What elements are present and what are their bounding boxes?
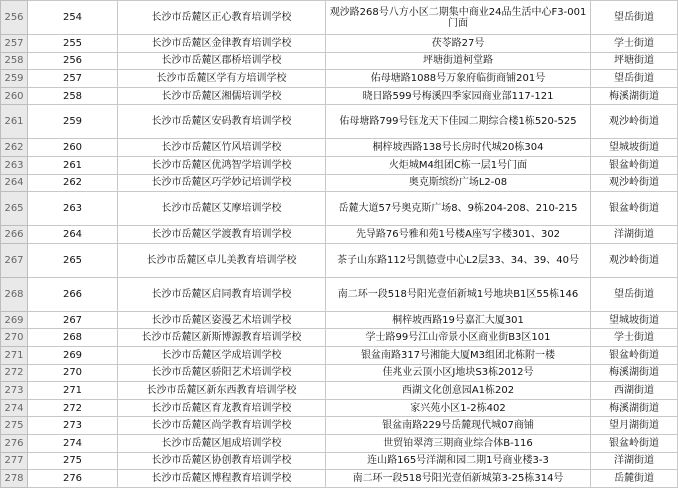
- table-row: [1, 70, 678, 88]
- address-cell[interactable]: 桐梓坡西路19号嘉汇大厦301: [326, 311, 591, 329]
- serial-number-cell[interactable]: 257: [28, 70, 118, 88]
- table-row: [1, 364, 678, 382]
- school-name-cell[interactable]: 长沙市岳麓区学渡教育培训学校: [118, 226, 326, 244]
- street-cell[interactable]: 岳麓街道: [591, 470, 678, 488]
- address-cell[interactable]: 奥克斯缤纷广场L2-08: [326, 174, 591, 192]
- serial-number-cell[interactable]: 258: [28, 87, 118, 105]
- street-cell[interactable]: 梅溪湖街道: [591, 399, 678, 417]
- table-row: [1, 139, 678, 157]
- street-cell[interactable]: 梅溪湖街道: [591, 364, 678, 382]
- row-number-cell[interactable]: 262: [1, 139, 28, 157]
- address-cell[interactable]: 坪塘街道柯堂路: [326, 52, 591, 70]
- school-name-cell[interactable]: 长沙市岳麓区启同教育培训学校: [118, 277, 326, 311]
- street-cell[interactable]: 洋湖街道: [591, 226, 678, 244]
- serial-number-cell[interactable]: 264: [28, 226, 118, 244]
- address-cell[interactable]: 银盆南路229号岳麓现代城07商铺: [326, 417, 591, 435]
- school-name-cell[interactable]: 长沙市岳麓区竹风培训学校: [118, 139, 326, 157]
- table-row: [1, 105, 678, 139]
- row-number-cell[interactable]: 271: [1, 346, 28, 364]
- table-row: [1, 35, 678, 53]
- table-row: [1, 470, 678, 488]
- row-number-cell[interactable]: 263: [1, 156, 28, 174]
- address-cell[interactable]: 西湖文化创意园A1栋202: [326, 382, 591, 400]
- address-cell[interactable]: 世贸铂翠湾三期商业综合体B-116: [326, 434, 591, 452]
- table-row: [1, 452, 678, 470]
- address-cell[interactable]: 家兴苑小区1-2栋402: [326, 399, 591, 417]
- school-name-cell[interactable]: 长沙市岳麓区尚学教育培训学校: [118, 417, 326, 435]
- table-row: [1, 87, 678, 105]
- serial-number-cell[interactable]: 254: [28, 1, 118, 35]
- address-cell[interactable]: 火炬城M4组团C栋一层1号门面: [326, 156, 591, 174]
- table-row: [1, 434, 678, 452]
- school-name-cell[interactable]: 长沙市岳麓区旭成培训学校: [118, 434, 326, 452]
- serial-number-cell[interactable]: 266: [28, 277, 118, 311]
- serial-number-cell[interactable]: 272: [28, 399, 118, 417]
- street-cell[interactable]: 望岳街道: [591, 70, 678, 88]
- table-row: [1, 156, 678, 174]
- street-cell[interactable]: 望城坡街道: [591, 311, 678, 329]
- address-cell[interactable]: 南二环一段518号阳光壹佰新城第3-25栋314号: [326, 470, 591, 488]
- serial-number-cell[interactable]: 270: [28, 364, 118, 382]
- school-name-cell[interactable]: 长沙市岳麓区学成培训学校: [118, 346, 326, 364]
- row-number-cell[interactable]: 274: [1, 399, 28, 417]
- street-cell[interactable]: 学士街道: [591, 329, 678, 347]
- street-cell[interactable]: 观沙岭街道: [591, 105, 678, 139]
- school-name-cell[interactable]: 长沙市岳麓区育龙教育培训学校: [118, 399, 326, 417]
- school-name-cell[interactable]: 长沙市岳麓区协创教育培训学校: [118, 452, 326, 470]
- address-cell[interactable]: 佑母塘路799号钰龙天下佳园二期综合楼1栋520-525: [326, 105, 591, 139]
- street-cell[interactable]: 观沙岭街道: [591, 174, 678, 192]
- serial-number-cell[interactable]: 265: [28, 243, 118, 277]
- serial-number-cell[interactable]: 267: [28, 311, 118, 329]
- address-cell[interactable]: 佳兆业云顶小区J地块S3栋2012号: [326, 364, 591, 382]
- street-cell[interactable]: 望岳街道: [591, 277, 678, 311]
- row-number-cell[interactable]: 258: [1, 52, 28, 70]
- street-cell[interactable]: 望城坡街道: [591, 139, 678, 157]
- table-row: [1, 346, 678, 364]
- street-cell[interactable]: 梅溪湖街道: [591, 87, 678, 105]
- row-number-cell[interactable]: 275: [1, 417, 28, 435]
- school-name-cell[interactable]: 长沙市岳麓区优鸿智学培训学校: [118, 156, 326, 174]
- street-cell[interactable]: 望岳街道: [591, 1, 678, 35]
- school-name-cell[interactable]: 长沙市岳麓区郡桥培训学校: [118, 52, 326, 70]
- table-row: [1, 382, 678, 400]
- table-row: [1, 174, 678, 192]
- address-cell[interactable]: 连山路165号洋湖和园二期1号商业楼3-3: [326, 452, 591, 470]
- serial-number-cell[interactable]: 273: [28, 417, 118, 435]
- school-name-cell[interactable]: 长沙市岳麓区新斯博源教育培训学校: [118, 329, 326, 347]
- row-number-cell[interactable]: 261: [1, 105, 28, 139]
- school-name-cell[interactable]: 长沙市岳麓区学有方培训学校: [118, 70, 326, 88]
- row-number-cell[interactable]: 276: [1, 434, 28, 452]
- row-number-cell[interactable]: 264: [1, 174, 28, 192]
- serial-number-cell[interactable]: 255: [28, 35, 118, 53]
- address-cell[interactable]: 茯苓路27号: [326, 35, 591, 53]
- serial-number-cell[interactable]: 268: [28, 329, 118, 347]
- serial-number-cell[interactable]: 269: [28, 346, 118, 364]
- school-name-cell[interactable]: 长沙市岳麓区金律教育培训学校: [118, 35, 326, 53]
- address-cell[interactable]: 南二环一段518号阳光壹佰新城1号地块B1区55栋146: [326, 277, 591, 311]
- table-row: [1, 1, 678, 35]
- table-row: [1, 277, 678, 311]
- address-cell[interactable]: 桐梓坡西路138号长房时代城20栋304: [326, 139, 591, 157]
- serial-number-cell[interactable]: 271: [28, 382, 118, 400]
- serial-number-cell[interactable]: 261: [28, 156, 118, 174]
- address-cell[interactable]: 岳麓大道57号奥克斯广场8、9栋204-208、210-215: [326, 192, 591, 226]
- row-number-cell[interactable]: 278: [1, 470, 28, 488]
- serial-number-cell[interactable]: 274: [28, 434, 118, 452]
- row-number-cell[interactable]: 256: [1, 1, 28, 35]
- row-number-cell[interactable]: 273: [1, 382, 28, 400]
- school-name-cell[interactable]: 长沙市岳麓区骄阳艺术培训学校: [118, 364, 326, 382]
- row-number-cell[interactable]: 270: [1, 329, 28, 347]
- row-number-cell[interactable]: 277: [1, 452, 28, 470]
- street-cell[interactable]: 西湖街道: [591, 382, 678, 400]
- serial-number-cell[interactable]: 256: [28, 52, 118, 70]
- street-cell[interactable]: 洋湖街道: [591, 452, 678, 470]
- serial-number-cell[interactable]: 276: [28, 470, 118, 488]
- school-name-cell[interactable]: 长沙市岳麓区巧学妙记培训学校: [118, 174, 326, 192]
- row-number-cell[interactable]: 259: [1, 70, 28, 88]
- school-name-cell[interactable]: 长沙市岳麓区湘儒培训学校: [118, 87, 326, 105]
- table-row: [1, 399, 678, 417]
- address-cell[interactable]: 先导路76号雅和苑1号楼A座写字楼301、302: [326, 226, 591, 244]
- street-cell[interactable]: 银盆岭街道: [591, 346, 678, 364]
- address-cell[interactable]: 学士路99号江山帝景小区商业街B3区101: [326, 329, 591, 347]
- address-cell[interactable]: 晓日路599号梅溪四季家园商业部117-121: [326, 87, 591, 105]
- street-cell[interactable]: 银盆岭街道: [591, 192, 678, 226]
- serial-number-cell[interactable]: 263: [28, 192, 118, 226]
- row-number-cell[interactable]: 272: [1, 364, 28, 382]
- table-row: [1, 226, 678, 244]
- table-row: [1, 329, 678, 347]
- serial-number-cell[interactable]: 275: [28, 452, 118, 470]
- table-row: [1, 192, 678, 226]
- street-cell[interactable]: 银盆岭街道: [591, 156, 678, 174]
- table-row: [1, 243, 678, 277]
- street-cell[interactable]: 学士街道: [591, 35, 678, 53]
- address-cell[interactable]: 佑母塘路1088号万象府临街商铺201号: [326, 70, 591, 88]
- street-cell[interactable]: 观沙岭街道: [591, 243, 678, 277]
- row-number-cell[interactable]: 257: [1, 35, 28, 53]
- row-number-cell[interactable]: 267: [1, 243, 28, 277]
- table-row: [1, 417, 678, 435]
- row-number-cell[interactable]: 266: [1, 226, 28, 244]
- school-name-cell[interactable]: 长沙市岳麓区艾摩培训学校: [118, 192, 326, 226]
- row-number-cell[interactable]: 268: [1, 277, 28, 311]
- street-cell[interactable]: 望月湖街道: [591, 417, 678, 435]
- address-cell[interactable]: 观沙路268号八方小区二期集中商业24品生活中心F3-001门面: [326, 1, 591, 35]
- school-name-cell[interactable]: 长沙市岳麓区正心教育培训学校: [118, 1, 326, 35]
- school-name-cell[interactable]: 长沙市岳麓区新东西教育培训学校: [118, 382, 326, 400]
- school-name-cell[interactable]: 长沙市岳麓区安码教育培训学校: [118, 105, 326, 139]
- address-cell[interactable]: 茶子山东路112号凯德壹中心L2层33、34、39、40号: [326, 243, 591, 277]
- table-row: [1, 311, 678, 329]
- row-number-cell[interactable]: 265: [1, 192, 28, 226]
- table-row: [1, 52, 678, 70]
- row-number-cell[interactable]: 260: [1, 87, 28, 105]
- street-cell[interactable]: 坪塘街道: [591, 52, 678, 70]
- street-cell[interactable]: 银盆岭街道: [591, 434, 678, 452]
- serial-number-cell[interactable]: 260: [28, 139, 118, 157]
- serial-number-cell[interactable]: 262: [28, 174, 118, 192]
- row-number-cell[interactable]: 269: [1, 311, 28, 329]
- serial-number-cell[interactable]: 259: [28, 105, 118, 139]
- school-name-cell[interactable]: 长沙市岳麓区卓儿美教育培训学校: [118, 243, 326, 277]
- address-cell[interactable]: 银盆南路317号湘能大厦M3组团北栋附一楼: [326, 346, 591, 364]
- school-name-cell[interactable]: 长沙市岳麓区姿漫艺术培训学校: [118, 311, 326, 329]
- school-name-cell[interactable]: 长沙市岳麓区博程教育培训学校: [118, 470, 326, 488]
